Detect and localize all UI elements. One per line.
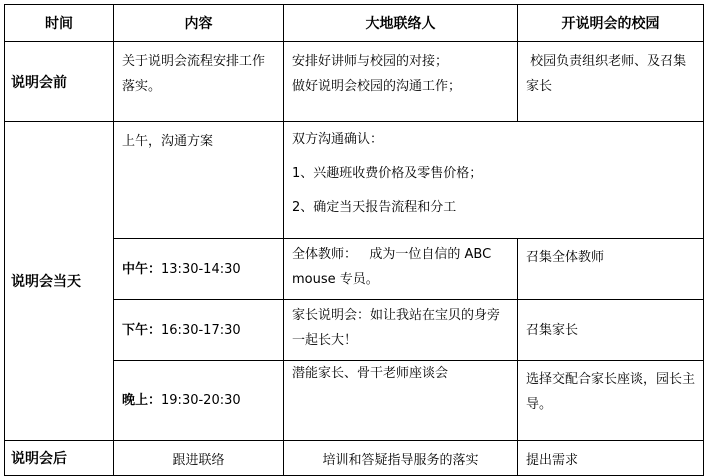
phase-after: 说明会后 <box>5 441 114 476</box>
morning-content-cell <box>114 122 284 239</box>
before-contact-line-1: 安排好讲师与校园的对接； <box>292 54 449 69</box>
noon-time-cell <box>114 239 284 300</box>
table-row-after <box>5 441 704 476</box>
before-content-cell <box>114 42 284 122</box>
afternoon-contact: 家长说明会：如让我站在宝贝的身旁一起长大！ <box>292 308 501 348</box>
morning-content: 上午，沟通方案 <box>122 134 214 149</box>
noon-campus-cell <box>518 239 704 300</box>
header-contact: 大地联络人 <box>284 5 518 42</box>
before-campus-cell <box>518 42 704 122</box>
header-time: 时间 <box>5 5 114 42</box>
morning-contact-line-2: 1、兴趣班收费价格及零售价格； <box>292 166 483 181</box>
before-content: 关于说明会流程安排工作落实。 <box>122 54 266 94</box>
afternoon-time: 16:30-17:30 <box>161 322 241 338</box>
noon-label: 中午： <box>122 261 162 277</box>
evening-label: 晚上： <box>122 393 162 408</box>
table-row-morning <box>5 122 704 239</box>
meeting-schedule-table <box>4 4 704 476</box>
afternoon-time-cell <box>114 300 284 361</box>
header-row <box>5 5 704 42</box>
afternoon-label: 下午： <box>122 322 162 338</box>
evening-contact: 潜能家长、骨干老师座谈会 <box>292 366 449 381</box>
header-content: 内容 <box>114 5 284 42</box>
before-campus: 校园负责组织老师、及召集家长 <box>526 54 687 94</box>
noon-contact: 全体教师： 成为一位自信的 ABC mouse 专员。 <box>292 247 496 287</box>
evening-contact-cell <box>284 361 518 441</box>
noon-time: 13:30-14:30 <box>161 261 241 277</box>
phase-day: 说明会当天 <box>5 122 114 441</box>
evening-time: 19:30-20:30 <box>161 393 241 408</box>
table-row-before <box>5 42 704 122</box>
after-content: 跟进联络 <box>114 441 284 476</box>
evening-campus: 选择交配合家长座谈，园长主导。 <box>526 372 696 412</box>
header-campus: 开说明会的校园 <box>518 5 704 42</box>
after-campus-cell <box>518 441 704 476</box>
after-campus: 提出需求 <box>526 452 579 468</box>
noon-campus: 召集全体教师 <box>526 250 605 265</box>
afternoon-contact-cell <box>284 300 518 361</box>
before-contact-cell <box>284 42 518 122</box>
morning-contact-line-1: 双方沟通确认： <box>292 132 384 147</box>
morning-contact-cell <box>284 122 704 239</box>
phase-before: 说明会前 <box>5 42 114 122</box>
afternoon-campus: 召集家长 <box>526 322 579 338</box>
morning-contact-line-3: 2、确定当天报告流程和分工 <box>292 200 457 215</box>
evening-time-cell <box>114 361 284 441</box>
evening-campus-cell <box>518 361 704 441</box>
afternoon-campus-cell <box>518 300 704 361</box>
before-contact-line-2: 做好说明会校园的沟通工作； <box>292 79 462 94</box>
after-contact: 培训和答疑指导服务的落实 <box>284 441 518 476</box>
noon-contact-cell <box>284 239 518 300</box>
